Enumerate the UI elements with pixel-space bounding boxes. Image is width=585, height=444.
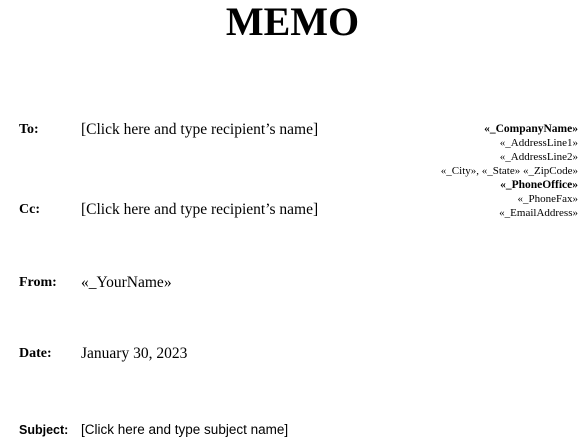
address-line-1[interactable]: «_AddressLine1» — [499, 137, 578, 149]
address-line-2[interactable]: «_AddressLine2» — [499, 151, 578, 163]
city-state-zip[interactable]: «_City», «_State» «_ZipCode» — [440, 165, 578, 177]
phone-fax[interactable]: «_PhoneFax» — [517, 193, 578, 205]
date-field[interactable]: January 30, 2023 — [81, 345, 188, 362]
subject-field[interactable]: [Click here and type subject name] — [81, 422, 289, 437]
company-name[interactable]: «_CompanyName» — [484, 123, 578, 135]
phone-office[interactable]: «_PhoneOffice» — [500, 179, 578, 191]
company-address-block — [441, 122, 578, 220]
from-field[interactable]: «_YourName» — [81, 274, 172, 291]
from-label: From: — [19, 275, 57, 290]
to-label: To: — [19, 122, 39, 137]
cc-field[interactable]: [Click here and type recipient’s name] — [81, 201, 319, 218]
date-label: Date: — [19, 346, 52, 361]
email-address[interactable]: «_EmailAddress» — [499, 207, 578, 219]
to-field[interactable]: [Click here and type recipient’s name] — [81, 121, 319, 138]
memo-title: MEMO — [225, 0, 360, 44]
cc-label: Cc: — [19, 202, 40, 217]
subject-label: Subject: — [19, 423, 69, 437]
